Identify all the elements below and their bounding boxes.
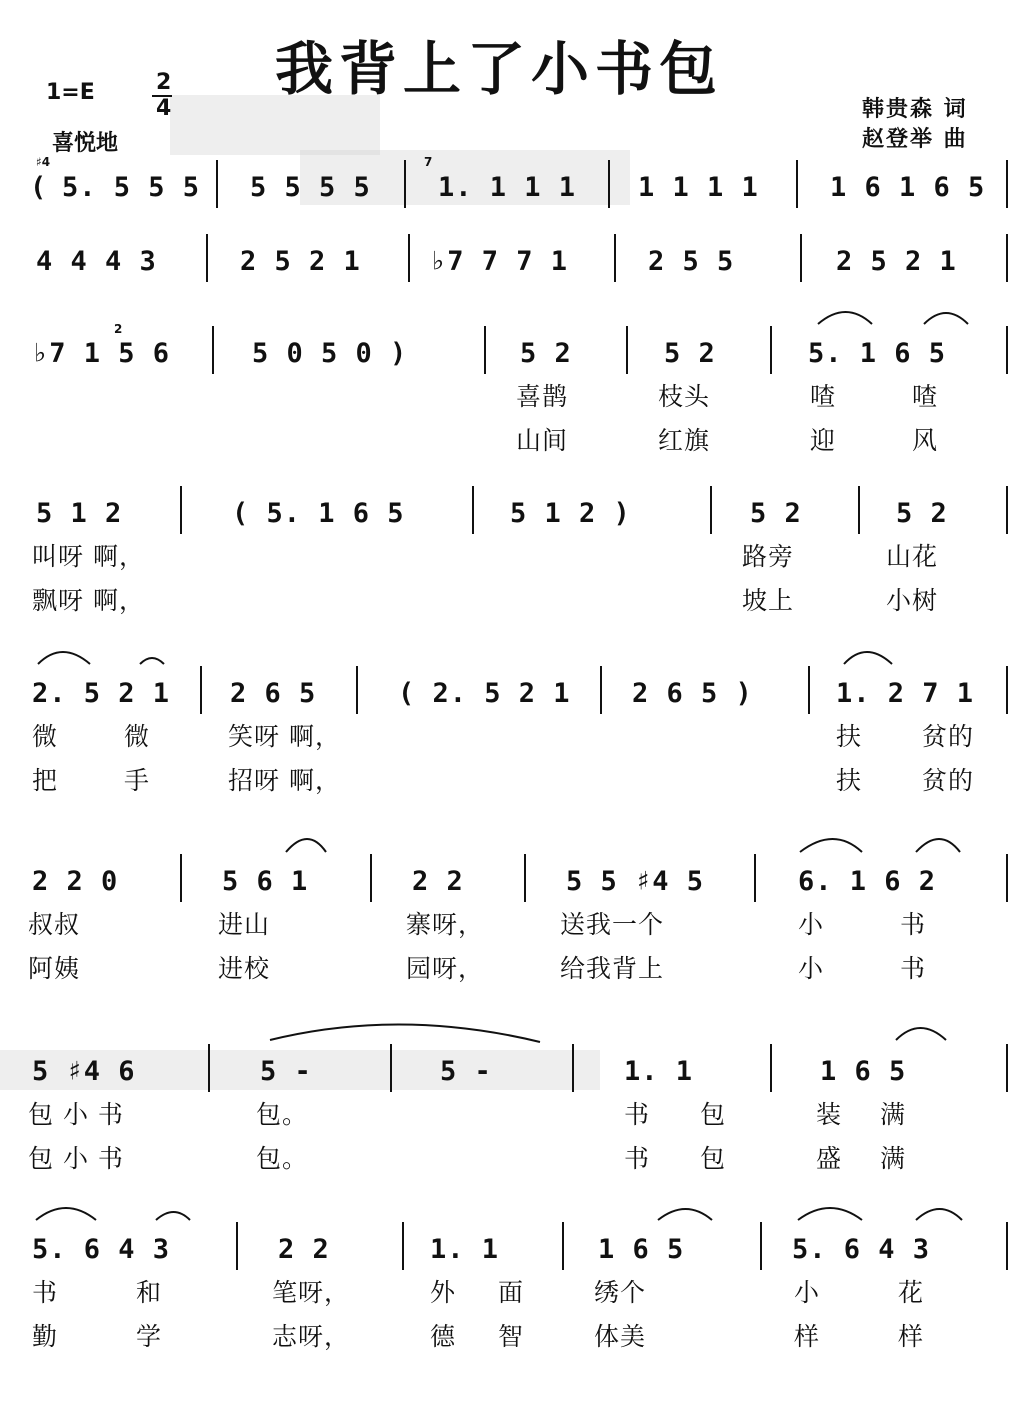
note-group: 5 1 2 — [36, 498, 123, 529]
lyric-verse-1: 小 — [798, 910, 825, 939]
lyric-verse-2: 包 小 书 — [28, 1144, 124, 1173]
lyric-verse-2: 智 — [498, 1322, 525, 1351]
lyric-verse-2: 迎 — [810, 426, 837, 455]
note-group: 5 5 ♯4 5 — [566, 866, 705, 897]
note-group: 1. 1 — [624, 1056, 694, 1087]
grace-note-mark: 7 — [424, 155, 433, 169]
lyric-verse-1: 喳 — [810, 382, 837, 411]
slur — [916, 1209, 962, 1220]
slur — [286, 839, 326, 852]
lyric-verse-2: 山间 — [516, 426, 569, 455]
lyric-verse-2: 阿姨 — [28, 954, 81, 983]
note-group: 1. 1 1 1 — [438, 172, 577, 203]
lyric-verse-2: 招呀 啊， — [228, 766, 341, 795]
lyric-verse-1: 包 — [700, 1100, 727, 1129]
lyric-verse-2: 学 — [136, 1322, 163, 1351]
lyric-verse-1: 书 — [900, 910, 927, 939]
lyric-verse-2: 给我背上 — [560, 954, 665, 983]
tie — [270, 1024, 540, 1042]
note-group: 5 - — [440, 1056, 492, 1087]
note-group: 1 6 5 — [820, 1056, 907, 1087]
lyric-verse-2: 小 — [798, 954, 825, 983]
key-signature: 1=E — [46, 80, 95, 105]
lyric-verse-1: 花 — [898, 1278, 925, 1307]
note-group: ♭7 7 7 1 — [430, 246, 569, 277]
lyric-verse-1: 绣个 — [594, 1278, 647, 1307]
note-group: 6. 1 6 2 — [798, 866, 937, 897]
note-group: ( 2. 5 2 1 — [398, 678, 571, 709]
song-title: 我背上了小书包 — [275, 35, 724, 103]
note-group: 2 2 — [278, 1234, 330, 1265]
lyric-verse-2: 书 — [900, 954, 927, 983]
lyric-verse-1: 笑呀 啊， — [228, 722, 341, 751]
lyric-verse-2: 坡上 — [742, 586, 795, 615]
lyric-verse-2: 样 — [794, 1322, 821, 1351]
lyric-verse-2: 风 — [912, 426, 939, 455]
note-group: ( 5. 1 6 5 — [232, 498, 405, 529]
lyric-verse-1: 寨呀， — [406, 910, 485, 939]
note-group: 5. 5 5 5 — [62, 172, 201, 203]
lyric-verse-2: 盛 — [816, 1144, 843, 1173]
note-group: 4 4 4 3 — [36, 246, 157, 277]
note-group: 1 1 1 1 — [638, 172, 759, 203]
note-group: 2 6 5 ) — [632, 678, 753, 709]
note-group: 2. 5 2 1 — [32, 678, 171, 709]
note-group: 5 1 2 ) — [510, 498, 631, 529]
grace-note-mark: ♯4 — [36, 155, 51, 169]
slur — [658, 1209, 712, 1220]
lyric-verse-1: 喜鹊 — [516, 382, 569, 411]
lyric-verse-1: 喳 — [912, 382, 939, 411]
lyric-verse-1: 面 — [498, 1278, 525, 1307]
slur — [800, 839, 862, 852]
note-group: 5 ♯4 6 — [32, 1056, 136, 1087]
lyric-verse-1: 路旁 — [742, 542, 795, 571]
lyric-verse-1: 小 — [794, 1278, 821, 1307]
lyric-verse-2: 德 — [430, 1322, 457, 1351]
lyric-verse-1: 书 — [32, 1278, 59, 1307]
slur — [818, 312, 872, 324]
lyric-verse-1: 叔叔 — [28, 910, 81, 939]
lyric-verse-2: 贫的 — [922, 766, 975, 795]
slur — [140, 658, 164, 664]
time-signature-numerator: 2 — [156, 70, 172, 95]
lyric-verse-2: 样 — [898, 1322, 925, 1351]
slur — [798, 1208, 862, 1220]
note-group: 5 6 1 — [222, 866, 309, 897]
note-group: 5 2 — [896, 498, 948, 529]
lyric-verse-1: 装 — [816, 1100, 843, 1129]
lyric-verse-2: 体美 — [594, 1322, 647, 1351]
note-group: 2 6 5 — [230, 678, 317, 709]
time-signature-denominator: 4 — [156, 96, 172, 121]
slur — [38, 652, 90, 664]
note-group: 2 2 — [412, 866, 464, 897]
grace-note-mark: 2 — [114, 322, 123, 336]
note-group: 5 2 — [520, 338, 572, 369]
lyric-verse-2: 包。 — [256, 1144, 309, 1173]
lyric-verse-1: 包。 — [256, 1100, 309, 1129]
lyric-verse-2: 飘呀 啊， — [32, 586, 145, 615]
note-group: 5. 1 6 5 — [808, 338, 947, 369]
note-group: 1 6 1 6 5 — [830, 172, 986, 203]
note-group: 1. 2 7 1 — [836, 678, 975, 709]
note-group: 5 2 — [750, 498, 802, 529]
note-group: 5 - — [260, 1056, 312, 1087]
lyric-verse-2: 手 — [124, 766, 151, 795]
lyric-verse-1: 书 — [624, 1100, 651, 1129]
slur — [916, 839, 960, 852]
slur — [844, 652, 892, 664]
lyric-verse-1: 送我一个 — [560, 910, 665, 939]
note-group: 5 0 5 0 ) — [252, 338, 408, 369]
lyric-verse-1: 叫呀 啊， — [32, 542, 145, 571]
note-group: 2 5 2 1 — [836, 246, 957, 277]
slur — [924, 313, 968, 324]
tempo-marking: 喜悦地 — [52, 131, 119, 156]
note-group: 5 5 5 5 — [250, 172, 371, 203]
lyric-verse-2: 志呀， — [272, 1322, 351, 1351]
lyric-verse-1: 外 — [430, 1278, 457, 1307]
lyric-verse-2: 扶 — [836, 766, 863, 795]
lyric-verse-1: 枝头 — [658, 382, 711, 411]
lyric-verse-1: 和 — [136, 1278, 163, 1307]
lyric-verse-1: 扶 — [836, 722, 863, 751]
lyric-verse-2: 红旗 — [658, 426, 711, 455]
slur — [36, 1208, 96, 1220]
note-group: ( — [30, 172, 48, 203]
lyric-verse-2: 书 — [624, 1144, 651, 1173]
note-group: 5 2 — [664, 338, 716, 369]
lyric-verse-1: 贫的 — [922, 722, 975, 751]
note-group: 2 5 5 — [648, 246, 735, 277]
note-group: 2 2 0 — [32, 866, 119, 897]
lyric-verse-1: 山花 — [886, 542, 939, 571]
lyric-verse-1: 满 — [880, 1100, 907, 1129]
lyricist-credit: 韩贵森 词 — [862, 97, 968, 122]
lyric-verse-1: 笔呀， — [272, 1278, 351, 1307]
composer-credit: 赵登举 曲 — [862, 127, 968, 152]
lyric-verse-1: 微 — [124, 722, 151, 751]
note-group: 1 6 5 — [598, 1234, 685, 1265]
lyric-verse-2: 满 — [880, 1144, 907, 1173]
lyric-verse-2: 把 — [32, 766, 59, 795]
lyric-verse-1: 微 — [32, 722, 59, 751]
note-group: 1. 1 — [430, 1234, 500, 1265]
note-group: 5. 6 4 3 — [792, 1234, 931, 1265]
lyric-verse-2: 园呀， — [406, 954, 485, 983]
slur — [896, 1028, 946, 1040]
lyric-verse-2: 小树 — [886, 586, 939, 615]
lyric-verse-2: 包 — [700, 1144, 727, 1173]
lyric-verse-1: 进山 — [218, 910, 271, 939]
slur — [156, 1212, 190, 1220]
note-group: ♭7 1 5 6 — [32, 338, 171, 369]
note-group: 5. 6 4 3 — [32, 1234, 171, 1265]
lyric-verse-1: 包 小 书 — [28, 1100, 124, 1129]
lyric-verse-2: 勤 — [32, 1322, 59, 1351]
lyric-verse-2: 进校 — [218, 954, 271, 983]
note-group: 2 5 2 1 — [240, 246, 361, 277]
